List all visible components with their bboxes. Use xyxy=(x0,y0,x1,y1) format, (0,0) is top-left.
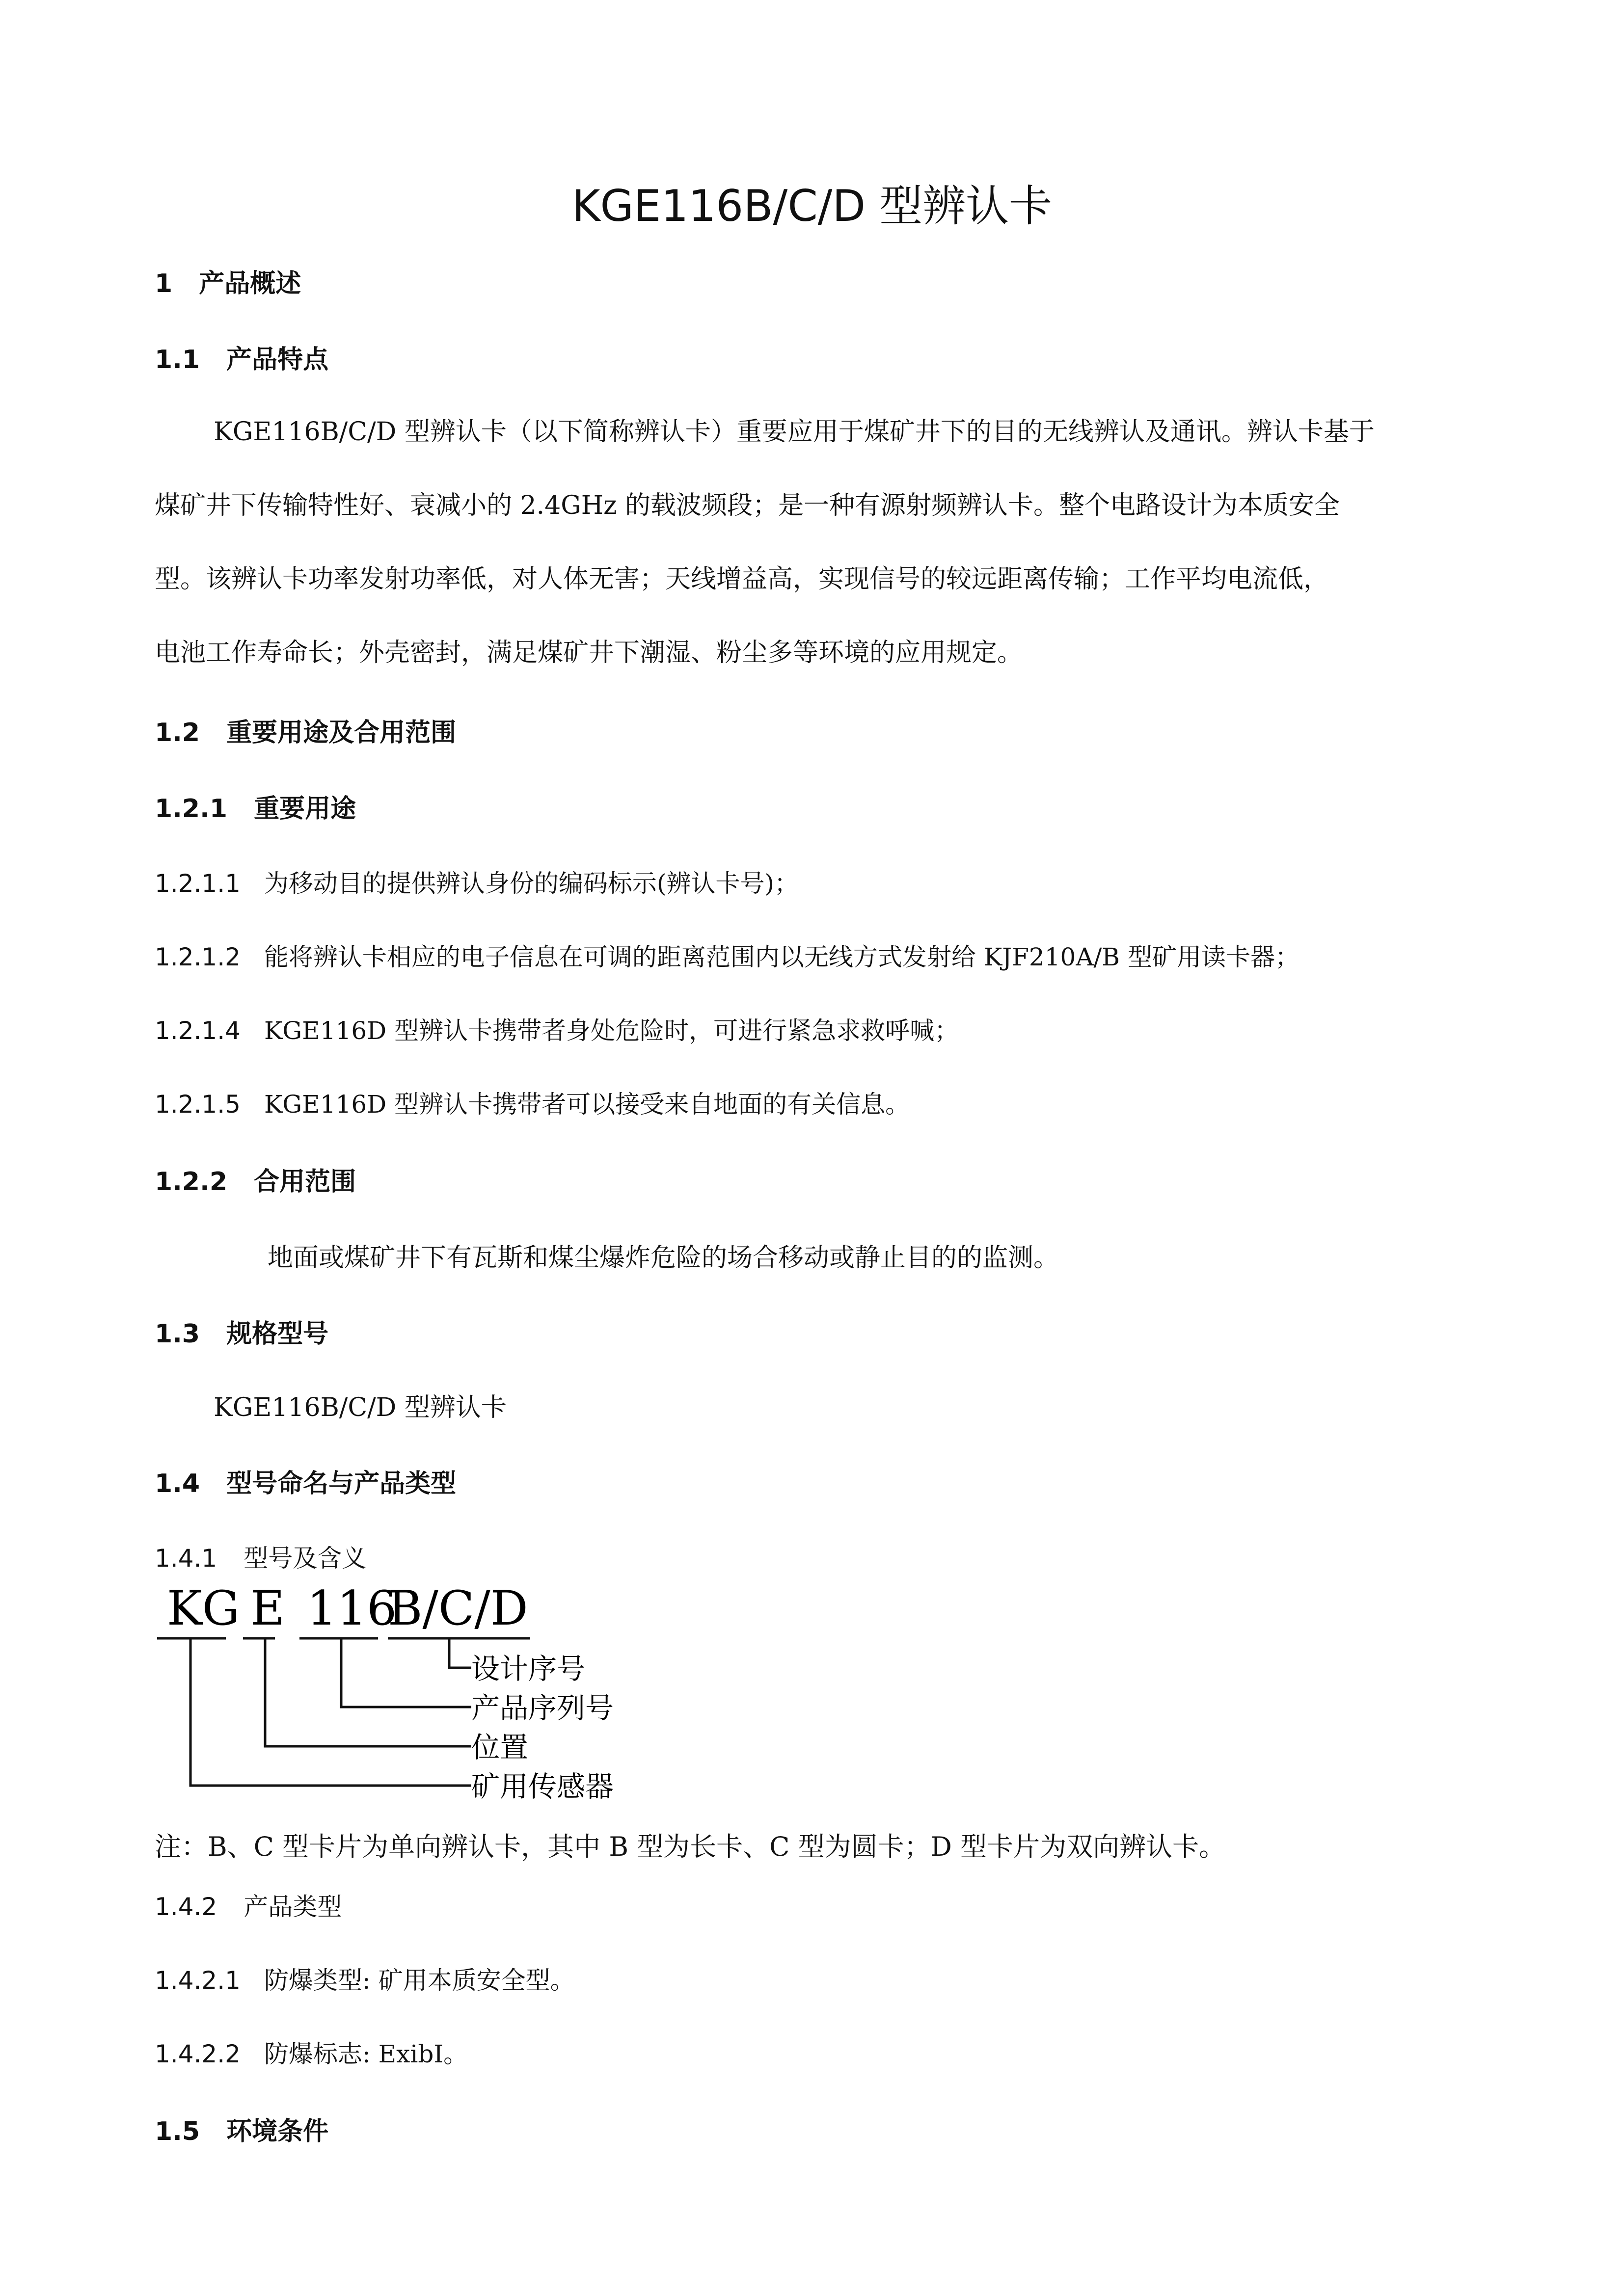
diagram-part-bcd: B/C/D xyxy=(388,1581,528,1636)
heading-number: 1.2 xyxy=(155,718,200,748)
heading-1-2-2 xyxy=(155,1161,356,1198)
item-number: 1.2.1.2 xyxy=(155,943,241,971)
heading-number: 1.3 xyxy=(155,1319,200,1349)
heading-1-3 xyxy=(155,1313,328,1350)
heading-number: 1.2.1 xyxy=(155,794,228,824)
heading-text: 合用范围 xyxy=(254,1167,356,1197)
diagram-label-design-serial: 设计序号 xyxy=(471,1652,586,1685)
item-text: KGE116D 型辨认卡携带者可以接受来自地面的有关信息。 xyxy=(264,1090,910,1119)
heading-number: 1.4 xyxy=(155,1469,200,1498)
paragraph-line: KGE116B/C/D 型辨认卡（以下简称辨认卡）重要应用于煤矿井下的目的无线辨认及通讯。辨认卡基于 xyxy=(214,417,1375,447)
list-item-1-4-2-2 xyxy=(155,2034,468,2070)
heading-text: 重要用途 xyxy=(254,794,356,824)
heading-1-2 xyxy=(155,712,456,748)
heading-text: 产品类型 xyxy=(244,1893,342,1921)
list-item-1-4-2-1 xyxy=(155,1961,575,1996)
heading-number: 1.4.2 xyxy=(155,1893,217,1921)
item-number: 1.4.2.1 xyxy=(155,1966,241,1995)
item-number: 1.4.2.2 xyxy=(155,2040,241,2068)
paragraph-line: 型。该辨认卡功率发射功率低，对人体无害；天线增益高，实现信号的较远距离传输；工作平均电流低， xyxy=(155,564,1329,594)
diagram-label-product-serial: 产品序列号 xyxy=(471,1691,614,1725)
heading-text: 环境条件 xyxy=(226,2117,329,2146)
heading-1-4 xyxy=(155,1463,456,1499)
item-text: 防爆类型: 矿用本质安全型。 xyxy=(264,1966,575,1995)
heading-text: 产品特点 xyxy=(226,345,329,374)
heading-number: 1.5 xyxy=(155,2117,200,2146)
list-item-1-2-1-4 xyxy=(155,1011,959,1046)
item-number: 1.2.1.1 xyxy=(155,869,241,898)
heading-text: 规格型号 xyxy=(226,1319,329,1349)
diagram-part-e: E xyxy=(250,1581,285,1636)
list-item-1-2-1-5 xyxy=(155,1085,910,1120)
heading-1-1 xyxy=(155,339,328,375)
paragraph-product-features xyxy=(155,395,1480,690)
diagram-label-position: 位置 xyxy=(471,1731,529,1764)
heading-text: 型号命名与产品类型 xyxy=(226,1469,457,1498)
paragraph-model: KGE116B/C/D 型辨认卡 xyxy=(214,1393,507,1422)
paragraph-application-scope: 地面或煤矿井下有瓦斯和煤尘爆炸危险的场合移动或静止目的的监测。 xyxy=(268,1243,1059,1273)
diagram-part-116: 116 xyxy=(307,1581,397,1636)
diagram-label-mining-sensor: 矿用传感器 xyxy=(471,1770,614,1803)
diagram-part-kg: KG xyxy=(167,1581,240,1636)
heading-text: 产品概述 xyxy=(199,269,301,298)
heading-text: 重要用途及合用范围 xyxy=(226,718,457,748)
item-text: 能将辨认卡相应的电子信息在可调的距离范围内以无线方式发射给 KJF210A/B 型矿用读卡器； xyxy=(264,943,1299,971)
model-naming-diagram xyxy=(147,1580,638,1816)
item-text: 防爆标志: ExibI。 xyxy=(264,2040,468,2068)
list-item-1-2-1-1 xyxy=(155,864,799,899)
heading-number: 1.1 xyxy=(155,345,200,374)
item-text: KGE116D 型辨认卡携带者身处危险时，可进行紧急求救呼喊； xyxy=(264,1016,959,1045)
paragraph-line: 煤矿井下传输特性好、衰减小的 2.4GHz 的载波频段；是一种有源射频辨认卡。整个电路设计为本质安全 xyxy=(155,491,1340,520)
item-number: 1.2.1.4 xyxy=(155,1016,241,1045)
heading-1-5 xyxy=(155,2110,328,2147)
heading-number: 1 xyxy=(155,269,173,298)
document-title: KGE116B/C/D 型辨认卡 xyxy=(571,181,1053,231)
heading-1-2-1 xyxy=(155,788,356,825)
paragraph-line: 电池工作寿命长；外壳密封，满足煤矿井下潮湿、粉尘多等环境的应用规定。 xyxy=(155,638,1023,667)
heading-1 xyxy=(155,263,301,299)
list-item-1-2-1-2 xyxy=(155,937,1299,973)
item-number: 1.2.1.5 xyxy=(155,1090,241,1119)
heading-text: 型号及含义 xyxy=(244,1544,367,1573)
item-text: 为移动目的提供辨认身份的编码标示(辨认卡号)； xyxy=(264,869,799,898)
heading-number: 1.4.1 xyxy=(155,1544,217,1573)
diagram-note: 注：B、C 型卡片为单向辨认卡，其中 B 型为长卡、C 型为圆卡；D 型卡片为双向辨认卡。 xyxy=(155,1831,1226,1862)
heading-number: 1.2.2 xyxy=(155,1167,228,1197)
heading-1-4-2 xyxy=(155,1887,342,1922)
heading-1-4-1 xyxy=(155,1539,366,1574)
